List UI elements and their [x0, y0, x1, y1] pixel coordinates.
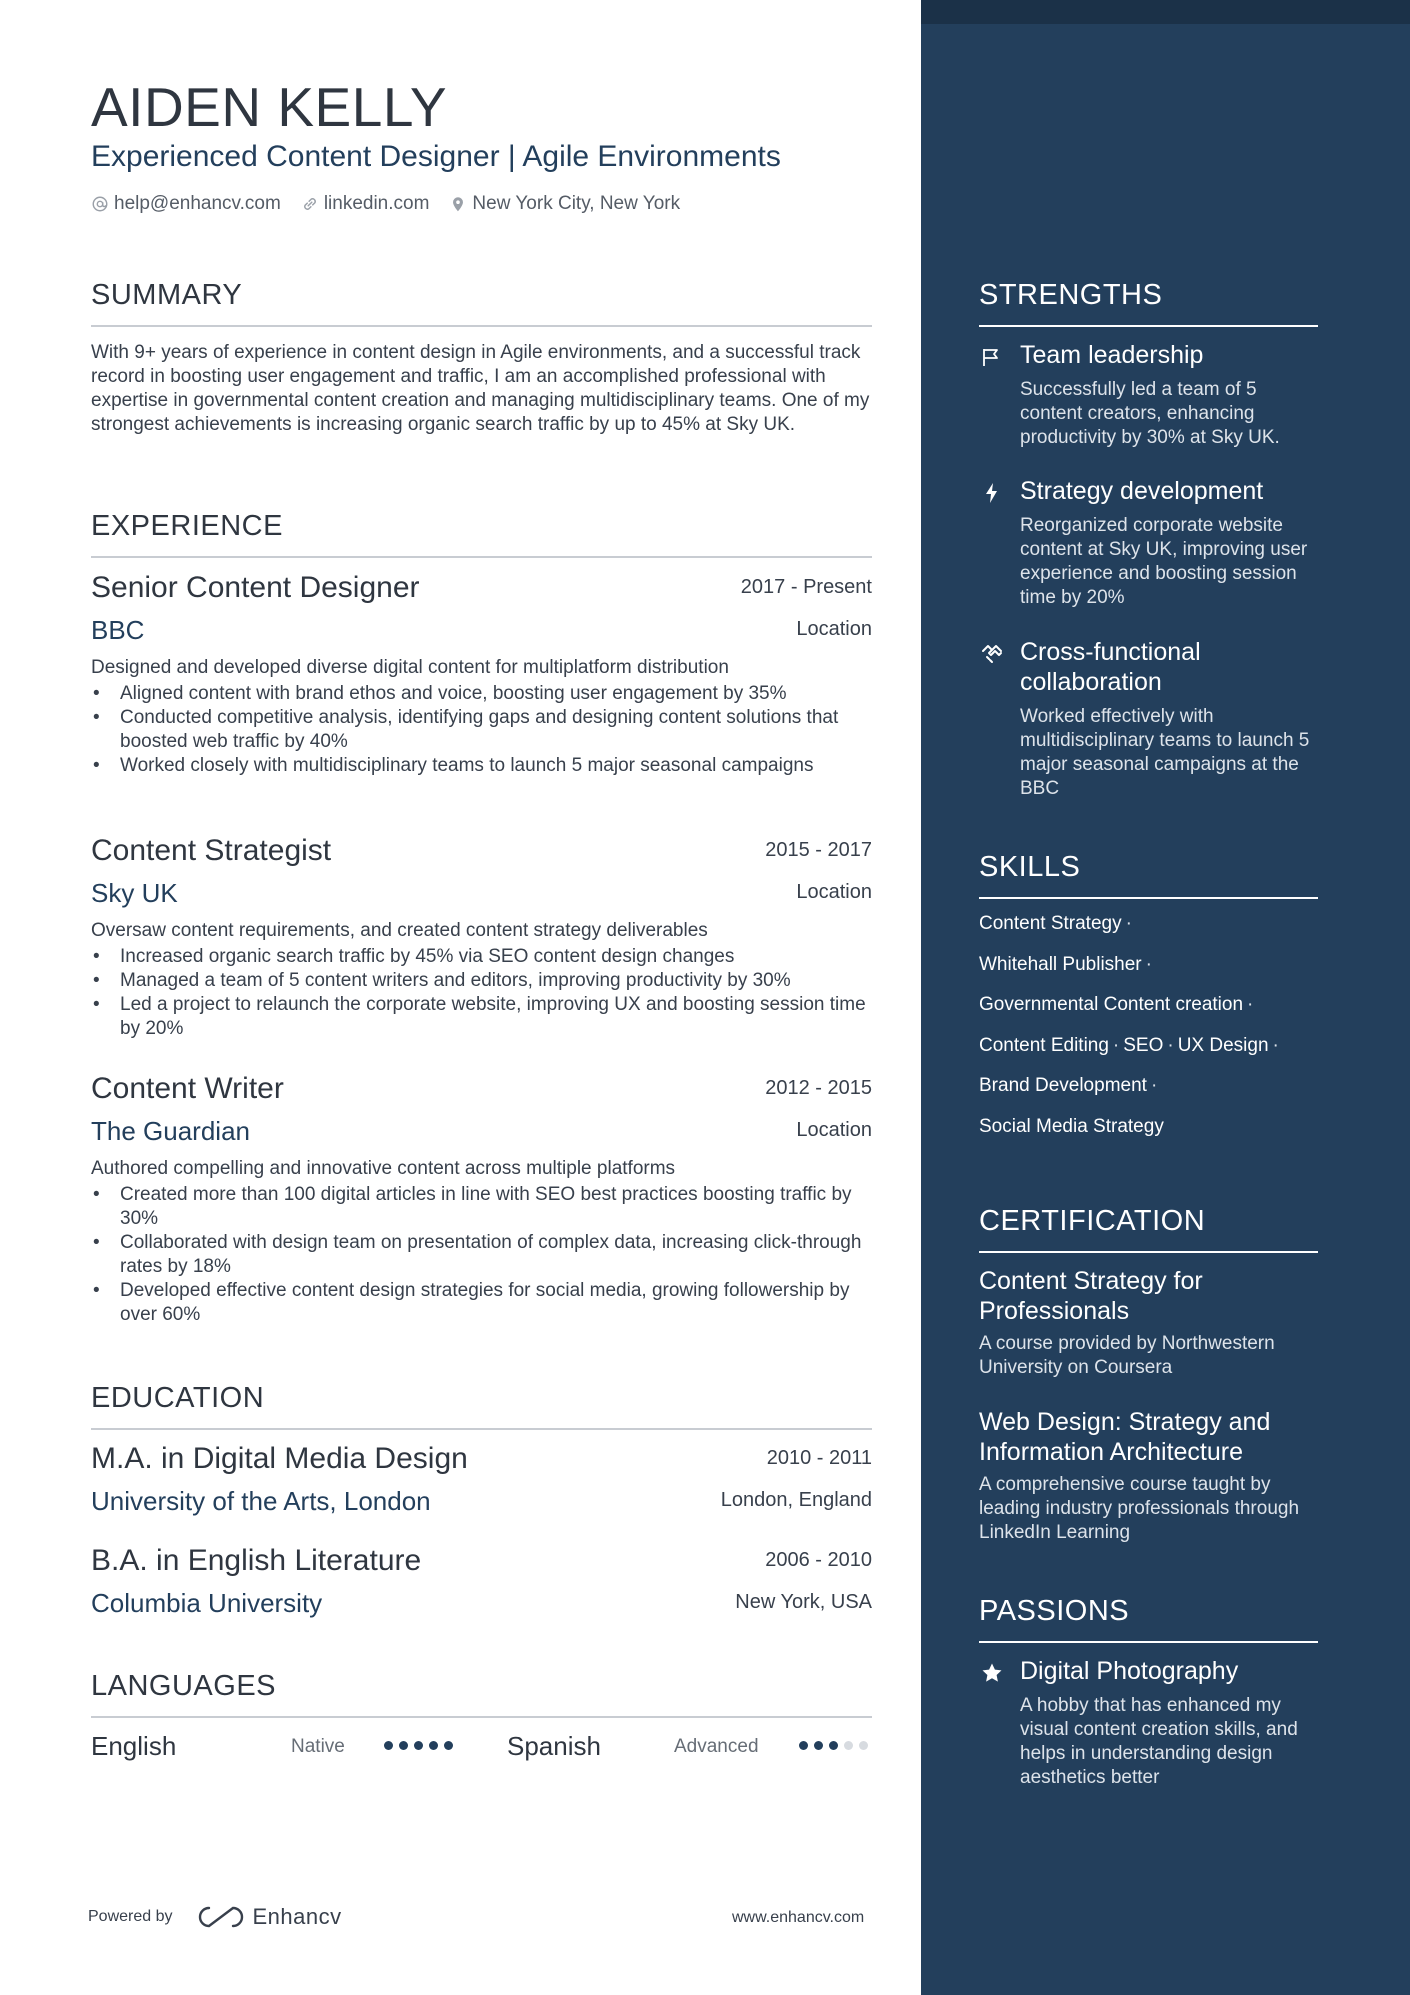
job-bullet: • Conducted competitive analysis, identifying gaps and designing content solutions that boosted web traffic by 40%	[91, 706, 872, 754]
job-bullets	[91, 945, 872, 1041]
language-entry	[91, 1729, 466, 1765]
job-bullet: • Developed effective content design strategies for social media, growing followership by over 60%	[91, 1279, 872, 1327]
rating-dot-filled	[384, 1741, 393, 1750]
lightning-icon	[979, 480, 1005, 506]
skill-line	[979, 953, 1318, 994]
certification-divider	[979, 1251, 1318, 1253]
languages-heading: LANGUAGES	[91, 1670, 276, 1702]
language-name: English	[91, 1731, 177, 1761]
rating-dot-filled	[814, 1741, 823, 1750]
language-rating	[384, 1741, 459, 1750]
skill-item: Governmental Content creation	[979, 994, 1244, 1015]
strength-text: Worked effectively with multidisciplinary teams to launch 5 major seasonal campaigns at the BBC	[1020, 706, 1310, 799]
strength-text: Successfully led a team of 5 content creators, enhancing productivity by 30% at Sky UK.	[1020, 379, 1280, 448]
certification-heading: CERTIFICATION	[979, 1205, 1206, 1237]
certification-item	[979, 1407, 1318, 1545]
job-title: Content Strategist	[91, 834, 332, 867]
education-degree: M.A. in Digital Media Design	[91, 1442, 468, 1475]
skill-item: Brand Development	[979, 1075, 1147, 1096]
candidate-headline: Experienced Content Designer | Agile Environments	[91, 140, 781, 173]
rating-dot-filled	[429, 1741, 438, 1750]
skill-line	[979, 1074, 1318, 1115]
skill-item: Social Media Strategy	[979, 1115, 1164, 1137]
skill-item: Whitehall Publisher	[979, 953, 1142, 975]
location-text: New York City, New York	[472, 193, 681, 214]
language-name: Spanish	[507, 1731, 601, 1761]
flag-icon	[979, 344, 1005, 370]
job-dates: 2017 - Present	[740, 576, 872, 598]
skill-separator: ·	[1272, 1034, 1279, 1056]
skill-line	[979, 1115, 1318, 1156]
skill-separator: ·	[1125, 913, 1132, 934]
strength-title: Strategy development	[1020, 477, 1264, 505]
passion-title: Digital Photography	[1020, 1657, 1239, 1685]
skills-list	[979, 912, 1318, 1155]
location-pin-icon	[449, 195, 467, 213]
education-dates: 2006 - 2010	[765, 1549, 872, 1571]
job-company: The Guardian	[91, 1116, 250, 1146]
education-entry	[91, 1441, 872, 1521]
star-icon	[979, 1660, 1005, 1686]
education-heading: EDUCATION	[91, 1382, 265, 1414]
certification-name: Content Strategy for Professionals	[979, 1267, 1203, 1325]
certification-description: A course provided by Northwestern University on Coursera	[979, 1333, 1275, 1378]
powered-by-text: Powered by	[88, 1908, 173, 1925]
language-level: Native	[291, 1736, 345, 1757]
skills-heading: SKILLS	[979, 851, 1081, 883]
education-degree: B.A. in English Literature	[91, 1544, 422, 1577]
rating-dot-empty	[859, 1741, 868, 1750]
job-bullet: • Created more than 100 digital articles in line with SEO best practices boosting traffic by 30%	[91, 1183, 872, 1231]
footer-url[interactable]: www.enhancv.com	[732, 1909, 865, 1926]
rating-dot-filled	[444, 1741, 453, 1750]
job-description: Authored compelling and innovative content across multiple platforms	[91, 1158, 676, 1179]
language-level: Advanced	[674, 1736, 759, 1757]
job-location: Location	[796, 881, 872, 903]
education-location: New York, USA	[735, 1591, 872, 1613]
job-bullet: • Collaborated with design team on presentation of complex data, increasing click-through rates by 18%	[91, 1231, 872, 1279]
job-title: Senior Content Designer	[91, 571, 420, 604]
language-rating	[799, 1741, 874, 1750]
contact-location	[449, 193, 680, 215]
candidate-name: AIDEN KELLY	[91, 76, 448, 138]
education-dates: 2010 - 2011	[766, 1447, 872, 1469]
skill-item: Content Editing	[979, 1034, 1109, 1056]
education-entry	[91, 1543, 872, 1623]
brand-name: Enhancv	[252, 1904, 342, 1929]
summary-heading: SUMMARY	[91, 279, 243, 311]
at-icon	[91, 195, 109, 213]
job-dates: 2015 - 2017	[765, 839, 872, 861]
rating-dot-empty	[844, 1741, 853, 1750]
job-description: Oversaw content requirements, and created content strategy deliverables	[91, 920, 708, 941]
strength-title: Cross-functional collaboration	[1020, 638, 1201, 696]
experience-heading: EXPERIENCE	[91, 510, 283, 542]
job-description: Designed and developed diverse digital content for multiplatform distribution	[91, 657, 729, 678]
job-bullet: • Led a project to relaunch the corporate website, improving UX and boosting session time by 20%	[91, 993, 872, 1041]
job-bullets	[91, 1183, 872, 1327]
skill-separator: ·	[1167, 1034, 1174, 1056]
experience-divider	[91, 556, 872, 558]
skills-divider	[979, 897, 1318, 899]
strengths-divider	[979, 325, 1318, 327]
sidebar-top-band	[921, 0, 1410, 24]
job-location: Location	[796, 1119, 872, 1141]
skill-line	[979, 912, 1318, 953]
job-bullet: • Managed a team of 5 content writers and editors, improving productivity by 30%	[91, 969, 872, 993]
job-bullet: • Aligned content with brand ethos and voice, boosting user engagement by 35%	[91, 682, 872, 706]
language-entry	[507, 1729, 872, 1765]
summary-divider	[91, 325, 872, 327]
summary-text: With 9+ years of experience in content design in Agile environments, and a successful track record in boosting user engagement and traffic, I am an accomplished professional with expertise in governmental content creation and managing multidisciplinary teams. One of my strongest achievements is increasing organic search traffic by up to 45% at Sky UK.	[91, 342, 870, 435]
sidebar	[921, 0, 1410, 1995]
footer-branding	[88, 1904, 342, 1930]
skill-line	[979, 1034, 1318, 1075]
rating-dot-filled	[829, 1741, 838, 1750]
rating-dot-filled	[799, 1741, 808, 1750]
skill-item: UX Design	[1177, 1034, 1269, 1056]
email-text: help@enhancv.com	[114, 193, 281, 214]
rating-dot-filled	[399, 1741, 408, 1750]
education-location: London, England	[720, 1489, 872, 1511]
strength-text: Reorganized corporate website content at Sky UK, improving user experience and boosting session time by 20%	[1020, 515, 1308, 608]
skill-separator: ·	[1247, 994, 1254, 1015]
skill-line	[979, 993, 1318, 1034]
job-company: BBC	[91, 615, 145, 645]
strength-title: Team leadership	[1020, 341, 1204, 369]
job-dates: 2012 - 2015	[765, 1077, 872, 1099]
passions-divider	[979, 1641, 1318, 1643]
linkedin-text: linkedin.com	[323, 193, 430, 214]
education-school: University of the Arts, London	[91, 1486, 431, 1516]
job-bullets	[91, 682, 872, 778]
job-bullet: • Worked closely with multidisciplinary teams to launch 5 major seasonal campaigns	[91, 754, 872, 778]
enhancv-logo-icon	[197, 1904, 245, 1930]
contact-email[interactable]	[91, 193, 281, 215]
skill-separator: ·	[1145, 953, 1152, 975]
skill-separator: ·	[1112, 1034, 1120, 1056]
skill-item: SEO	[1123, 1034, 1164, 1056]
link-icon	[301, 195, 319, 213]
handshake-icon	[979, 641, 1005, 667]
passion-text: A hobby that has enhanced my visual content creation skills, and helps in understanding design aesthetics better	[1020, 1695, 1298, 1788]
education-divider	[91, 1428, 872, 1430]
strengths-heading: STRENGTHS	[979, 279, 1163, 311]
job-title: Content Writer	[91, 1072, 284, 1105]
languages-divider	[91, 1716, 872, 1718]
education-school: Columbia University	[91, 1588, 323, 1618]
skill-separator: ·	[1150, 1075, 1158, 1096]
job-location: Location	[796, 618, 872, 640]
certification-description: A comprehensive course taught by leading industry professionals through LinkedIn Learning	[979, 1474, 1300, 1543]
skill-item: Content Strategy	[979, 913, 1122, 934]
rating-dot-filled	[414, 1741, 423, 1750]
job-company: Sky UK	[91, 878, 178, 908]
job-bullet: • Increased organic search traffic by 45% via SEO content design changes	[91, 945, 872, 969]
contact-info	[91, 193, 700, 215]
certification-item	[979, 1266, 1318, 1380]
certification-name: Web Design: Strategy and Information Architecture	[979, 1408, 1271, 1466]
passions-heading: PASSIONS	[979, 1595, 1130, 1627]
contact-linkedin[interactable]	[301, 193, 430, 215]
